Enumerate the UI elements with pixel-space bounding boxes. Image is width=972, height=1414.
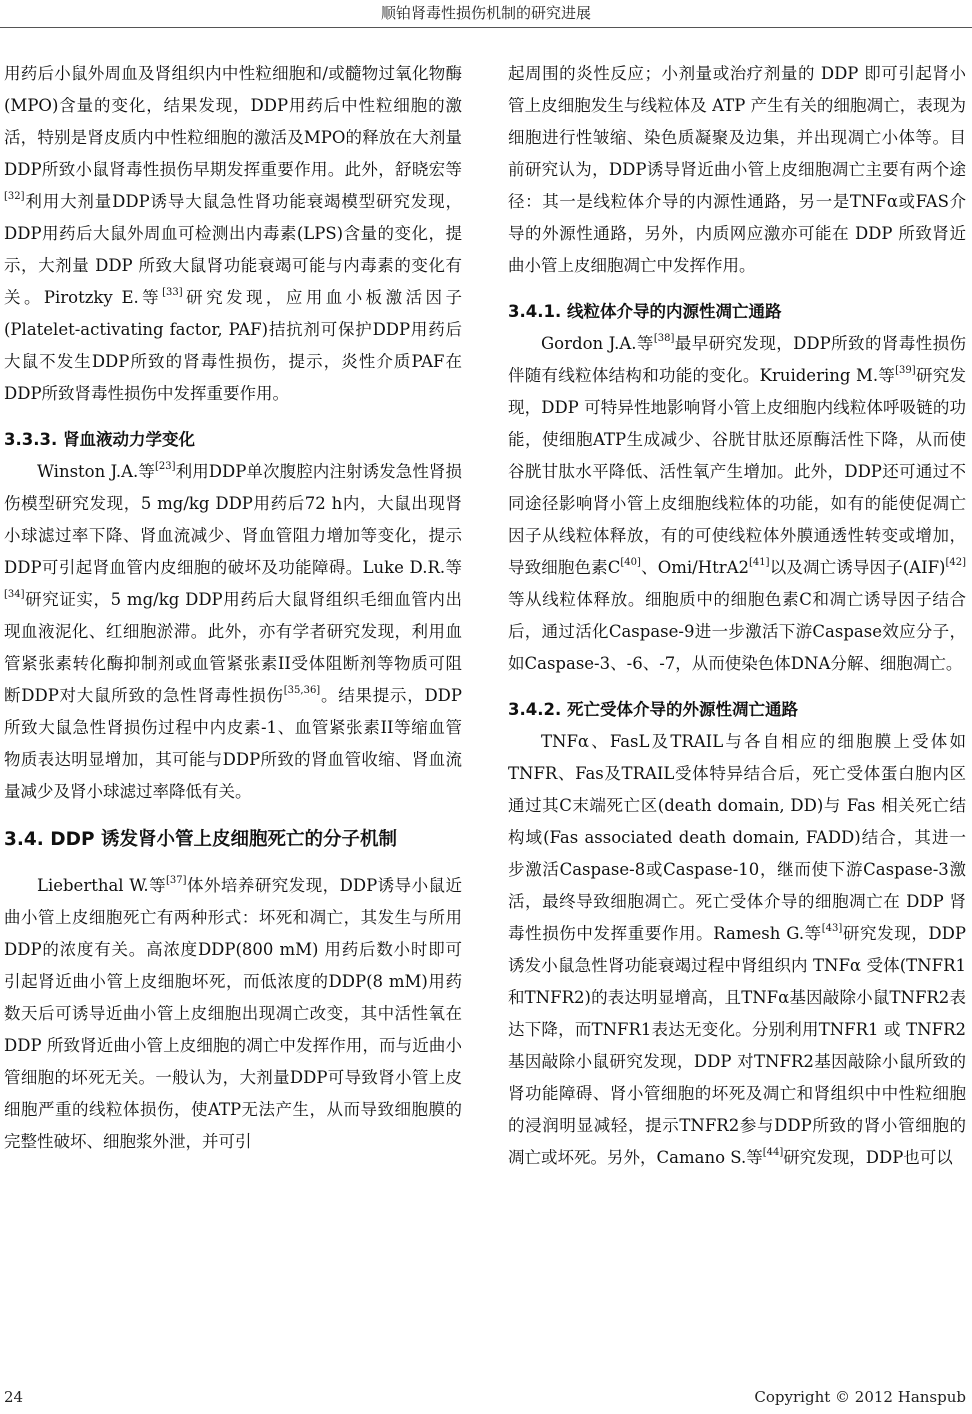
right-paragraph-1: 起周围的炎性反应；小剂量或治疗剂量的 DDP 即可引起肾小管上皮细胞发生与线粒体及 ATP 产生有关的细胞凋亡，表现为细胞进行性皱缩、染色质凝聚及边集，并出现凋亡小体等。目前研究认为，DDP诱导肾近曲小管上皮细胞凋亡主要有两个途径：其一是线粒体介导的内源性通路，另一是TNFα或FAS介导的外源性通路，另外，内质网应激亦可能在 DDP 所致肾近曲小管上皮细胞凋亡中发挥作用。 [508, 64, 966, 275]
section-heading-3-4: 3.4. DDP 诱发肾小管上皮细胞死亡的分子机制 [4, 829, 397, 850]
header-rule [0, 27, 972, 28]
copyright-notice: Copyright © 2012 Hanspub [754, 1388, 966, 1406]
left-paragraph-1: 用药后小鼠外周血及肾组织内中性粒细胞和/或髓物过氧化物酶(MPO)含量的变化，结果发现，DDP用药后中性粒细胞的激活，特别是肾皮质内中性粒细胞的激活及MPO的释放在大剂量DDP所致小鼠肾毒性损伤早期发挥重要作用。此外，舒晓宏等[32]利用大剂量DDP诱导大鼠急性肾功能衰竭模型研究发现，DDP用药后大鼠外周血可检测出内毒素(LPS)含量的变化，提示，大剂量 DDP 所致大鼠肾功能衰竭可能与内毒素的变化有关。Pirotzky E.等[33]研究发现，应用血小板激活因子(Platelet-activating factor, PAF)拮抗剂可保护DDP用药后大鼠不发生DDP所致的肾毒性损伤，提示，炎性介质PAF在DDP所致肾毒性损伤中发挥重要作用。 [4, 64, 462, 403]
page-number: 24 [4, 1388, 24, 1406]
citation: [33] [162, 287, 183, 298]
right-paragraph-3: TNFα、FasL及TRAIL与各自相应的细胞膜上受体如TNFR、Fas及TRAIL受体特异结合后，死亡受体蛋白胞内区通过其C末端死亡区(death domain, DD)与 Fas 相关死亡结构域(Fas associated death domain, FADD)结合，其进一步激活Caspase-8或Caspase-10，继而使下游Caspase-3激活，最终导致细胞凋亡。死亡受体介导的细胞凋亡在 DDP 肾毒性损伤中发挥重要作用。Ramesh G.等[43]研究发现，DDP诱发小鼠急性肾功能衰竭过程中肾组织内 TNFα 受体(TNFR1 和TNFR2)的表达明显增高，且TNFα基因敲除小鼠TNFR2表达下降，而TNFR1表达无变化。分别利用TNFR1 或 TNFR2 基因敲除小鼠研究发现，DDP 对TNFR2基因敲除小鼠所致的肾功能障碍、肾小管细胞的坏死及凋亡和肾组织中中性粒细胞的浸润明显减轻，提示TNFR2参与DDP所致的肾小管细胞的凋亡或坏死。另外，Camano S.等[44]研究发现，DDP也可以 [508, 732, 966, 1167]
citation: [39] [895, 365, 916, 376]
right-paragraph-2: Gordon J.A.等[38]最早研究发现，DDP所致的肾毒性损伤伴随有线粒体结构和功能的变化。Kruidering M.等[39]研究发现，DDP 可特异性地影响肾小管上皮细胞内线粒体呼吸链的功能，使细胞ATP生成减少、谷胱甘肽还原酶活性下降，从而使谷胱甘肽水平降低、活性氧产生增加。此外，DDP还可通过不同途径影响肾小管上皮细胞线粒体的功能，如有的能使促凋亡因子从线粒体释放，有的可使线粒体外膜通透性转变或增加，导致细胞色素C[40]、Omi/HtrA2[41]以及凋亡诱导因子(AIF)[42]等从线粒体释放。细胞质中的细胞色素C和凋亡诱导因子结合后，通过活化Caspase-9进一步激活下游Caspase效应分子，如Caspase-3、-6、-7，从而使染色体DNA分解、细胞凋亡。 [508, 333, 967, 673]
citation: [37] [166, 875, 187, 886]
section-heading-3-4-1: 3.4.1. 线粒体介导的内源性凋亡通路 [508, 302, 782, 321]
section-heading-3-3-3: 3.3.3. 肾血液动力学变化 [4, 430, 195, 449]
left-column [4, 58, 462, 1158]
citation: [35,36] [283, 685, 321, 696]
citation: [41] [749, 557, 770, 568]
citation: [34] [4, 589, 25, 600]
right-column [508, 58, 966, 1174]
citation: [44] [762, 1147, 784, 1158]
running-head: 顺铂肾毒性损伤机制的研究进展 [380, 4, 591, 22]
citation: [38] [653, 333, 675, 344]
section-heading-3-4-2: 3.4.2. 死亡受体介导的外源性凋亡通路 [508, 700, 798, 719]
citation: [42] [945, 557, 967, 568]
left-paragraph-2: Winston J.A.等[23]利用DDP单次腹腔内注射诱发急性肾损伤模型研究发现，5 mg/kg DDP用药后72 h内，大鼠出现肾小球滤过率下降、肾血流减少、肾血管阻力增加等变化，提示DDP可引起肾血管内皮细胞的破坏及功能障碍。Luke D.R.等[34]研究证实，5 mg/kg DDP用药后大鼠肾组织毛细血管内出现血液泥化、红细胞淤滞。此外，亦有学者研究发现，利用血管紧张素转化酶抑制剂或血管紧张素II受体阻断剂等物质可阻断DDP对大鼠所致的急性肾毒性损伤[35,36]。结果提示，DDP所致大鼠急性肾损伤过程中内皮素-1、血管紧张素II等缩血管物质表达明显增加，其可能与DDP所致的肾血管收缩、肾血流量减少及肾小球滤过率降低有关。 [4, 461, 463, 801]
citation: [32] [4, 191, 25, 202]
citation: [40] [620, 557, 641, 568]
left-paragraph-3: Lieberthal W.等[37]体外培养研究发现，DDP诱导小鼠近曲小管上皮细胞死亡有两种形式：坏死和凋亡，其发生与所用DDP的浓度有关。高浓度DDP(800 mM) 用药后数小时即可引起肾近曲小管上皮细胞坏死，而低浓度的DDP(8 mM)用药数天后可诱导近曲小管上皮细胞出现凋亡改变，其中活性氧在 DDP 所致肾近曲小管上皮细胞的凋亡中发挥作用，而与近曲小管细胞的坏死无关。一般认为，大剂量DDP可导致肾小管上皮细胞严重的线粒体损伤，使ATP无法产生，从而导致细胞膜的完整性破坏、细胞浆外泄，并可引 [4, 875, 462, 1151]
citation: [23] [154, 461, 176, 472]
citation: [43] [821, 923, 843, 934]
